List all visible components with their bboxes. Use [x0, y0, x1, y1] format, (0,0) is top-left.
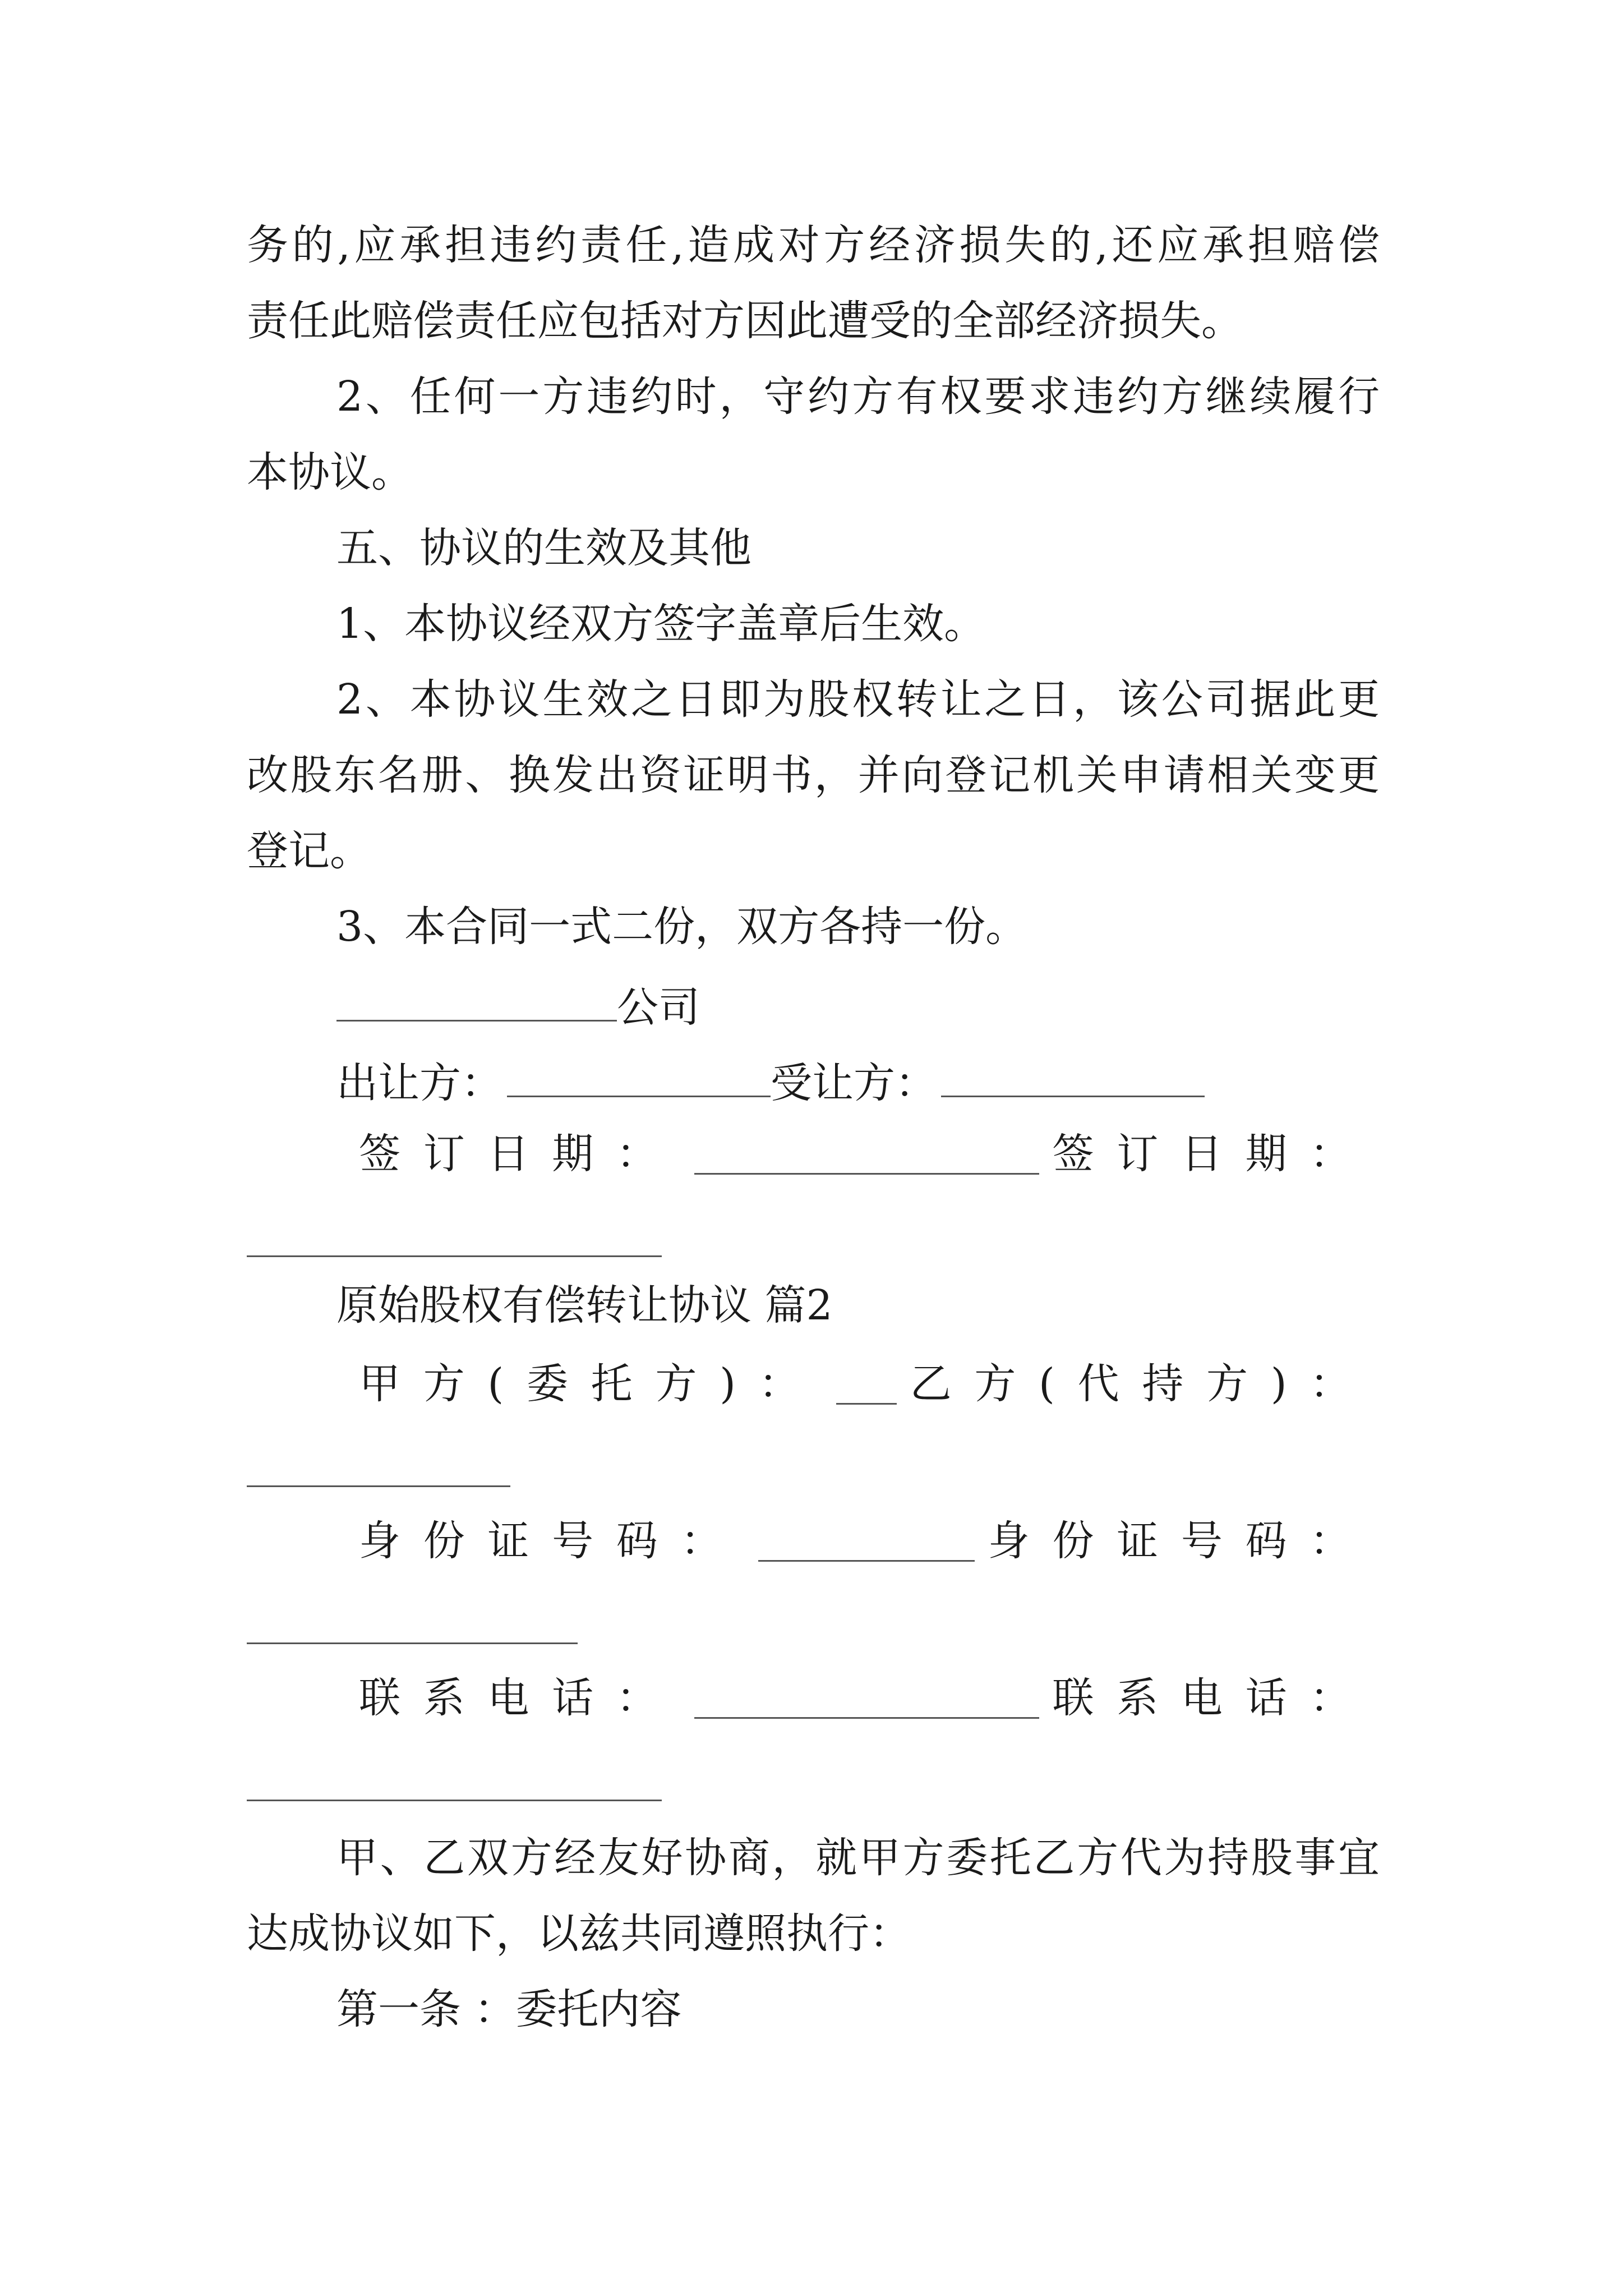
phone-blank-2	[247, 1800, 662, 1801]
sign-date-blank-wrap	[247, 1255, 662, 1257]
transferee-blank	[941, 1057, 1205, 1097]
sign-date-label-2: 签订日期：	[1052, 1130, 1374, 1178]
paragraph-line: 1、本协议经双方签字盖章后生效。	[336, 600, 986, 648]
id-label-1: 身份证号码：	[359, 1517, 745, 1565]
sign-date-row	[359, 1130, 1374, 1178]
paragraph-line: 2、任何一方违约时，守约方有权要求违约方继续履行	[336, 372, 1380, 421]
phone-label-2: 联系电话：	[1052, 1674, 1374, 1722]
parties-line	[336, 1057, 1205, 1107]
transferor-blank	[507, 1057, 771, 1097]
phone-row	[359, 1674, 1374, 1722]
transferee-label: 受让方：	[771, 1059, 937, 1107]
paragraph-line: 改股东名册、换发出资证明书，并向登记机关申请相关变更	[247, 751, 1380, 799]
phone-label-1: 联系电话：	[359, 1674, 681, 1722]
party-b-label: 乙方(代持方)：	[910, 1360, 1374, 1408]
id-blank-2	[247, 1642, 578, 1644]
company-suffix: 公司	[617, 983, 700, 1032]
party-a-blank	[836, 1365, 896, 1405]
party-row	[359, 1360, 1374, 1408]
id-row	[359, 1517, 1374, 1565]
section-heading: 五、协议的生效及其他	[336, 524, 751, 572]
paragraph-line: 责任此赔偿责任应包括对方因此遭受的全部经济损失。	[247, 297, 1243, 345]
paragraph-line: 达成协议如下，以兹共同遵照执行：	[247, 1910, 911, 1958]
paragraph-line: 甲、乙双方经友好协商，就甲方委托乙方代为持股事宜	[336, 1834, 1380, 1882]
company-line	[336, 982, 700, 1032]
paragraph-line: 登记。	[247, 827, 371, 875]
section-title: 原始股权有偿转让协议 篇2	[336, 1281, 833, 1329]
transferor-label: 出让方：	[336, 1059, 502, 1107]
paragraph-line: 本协议。	[247, 448, 413, 496]
phone-blank-1	[694, 1679, 1039, 1719]
paragraph-line: 2、本协议生效之日即为股权转让之日，该公司据此更	[336, 675, 1380, 724]
party-b-blank	[247, 1485, 510, 1487]
sign-date-blank	[694, 1135, 1039, 1175]
sign-date-label-1: 签订日期：	[359, 1130, 681, 1178]
id-label-2: 身份证号码：	[988, 1517, 1374, 1565]
company-blank	[336, 982, 617, 1022]
article-heading: 第一条 ：委托内容	[336, 1985, 682, 2033]
id-blank-1	[758, 1522, 975, 1562]
paragraph-line: 务的,应承担违约责任,造成对方经济损失的,还应承担赔偿	[247, 221, 1380, 269]
paragraph-line: 3、本合同一式二份，双方各持一份。	[336, 903, 1027, 951]
party-a-label: 甲方(委托方)：	[359, 1360, 823, 1408]
